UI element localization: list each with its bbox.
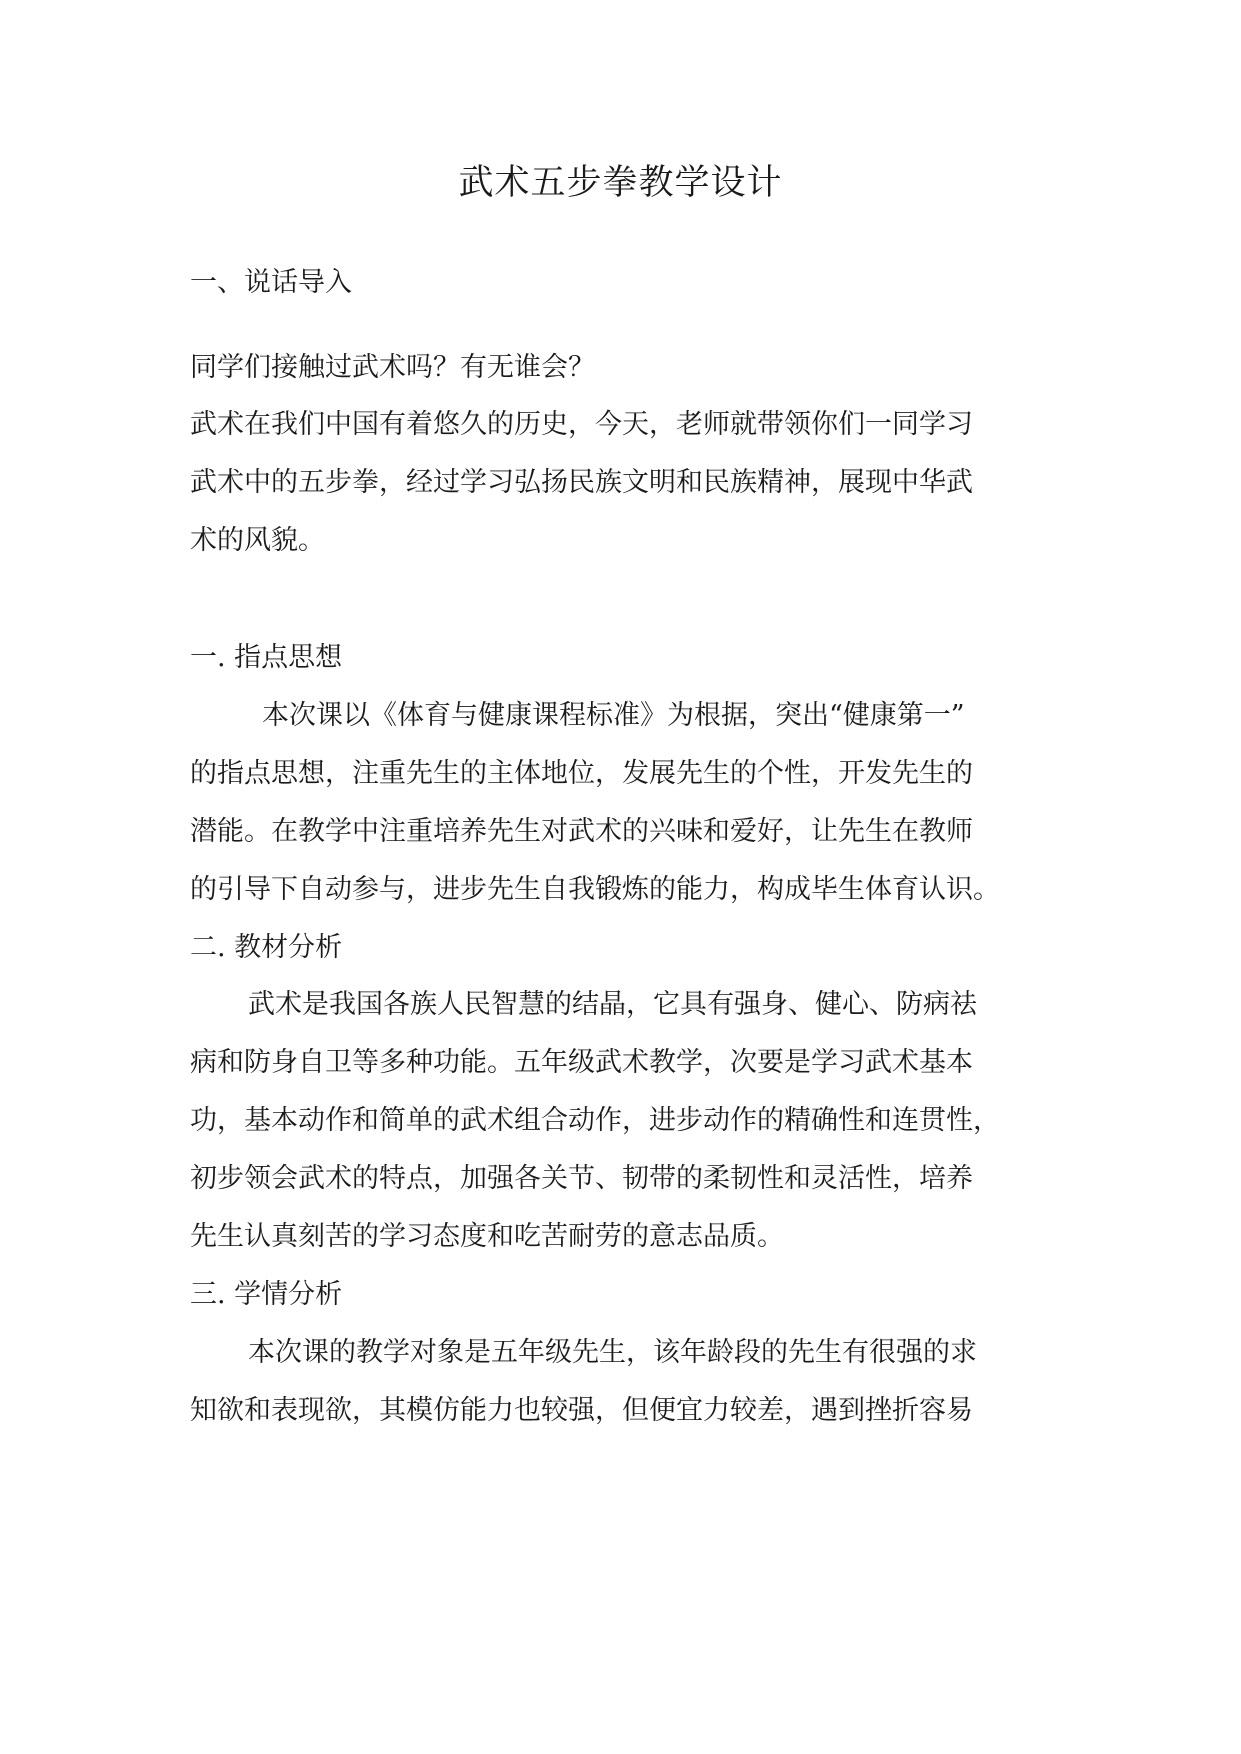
section1-line-2: 的指点思想，注重先生的主体地位，发展先生的个性，开发先生的 — [190, 758, 973, 789]
section2-line-3: 功，基本动作和简单的武术组合动作，进步动作的精确性和连贯性， — [190, 1105, 1000, 1136]
section3-line-2: 知欲和表现欲，其模仿能力也较强，但便宜力较差，遇到挫折容易 — [190, 1395, 973, 1426]
section-heading-learner-analysis: 三. 学情分析 — [190, 1279, 343, 1310]
section-heading-material-analysis: 二. 教材分析 — [190, 932, 343, 963]
section2-line-4: 初步领会武术的特点，加强各关节、韧带的柔韧性和灵活性，培养 — [190, 1163, 973, 1194]
intro-paragraph-line-1: 武术在我们中国有着悠久的历史，今天，老师就带领你们一同学习 — [190, 409, 973, 440]
section1-line-1: 本次课以《体育与健康课程标准》为根据，突出“健康第一” — [262, 700, 965, 731]
document-title: 武术五步拳教学设计 — [458, 163, 783, 203]
section1-line-3: 潜能。在教学中注重培养先生对武术的兴味和爱好，让先生在教师 — [190, 816, 973, 847]
section2-line-5: 先生认真刻苦的学习态度和吃苦耐劳的意志品质。 — [190, 1221, 784, 1252]
intro-paragraph-line-3: 术的风貌。 — [190, 525, 325, 556]
section1-line-4: 的引导下自动参与，进步先生自我锻炼的能力，构成毕生体育认识。 — [190, 874, 1000, 905]
section2-line-2: 病和防身自卫等多种功能。五年级武术教学，次要是学习武术基本 — [190, 1047, 973, 1078]
section3-line-1: 本次课的教学对象是五年级先生，该年龄段的先生有很强的求 — [248, 1337, 977, 1368]
intro-paragraph-line-2: 武术中的五步拳，经过学习弘扬民族文明和民族精神，展现中华武 — [190, 467, 973, 498]
intro-question: 同学们接触过武术吗？有无谁会？ — [190, 352, 595, 383]
section-heading-guiding-idea: 一. 指点思想 — [190, 642, 343, 673]
section2-line-1: 武术是我国各族人民智慧的结晶，它具有强身、健心、防病祛 — [248, 989, 977, 1020]
intro-heading: 一、说话导入 — [190, 267, 352, 298]
